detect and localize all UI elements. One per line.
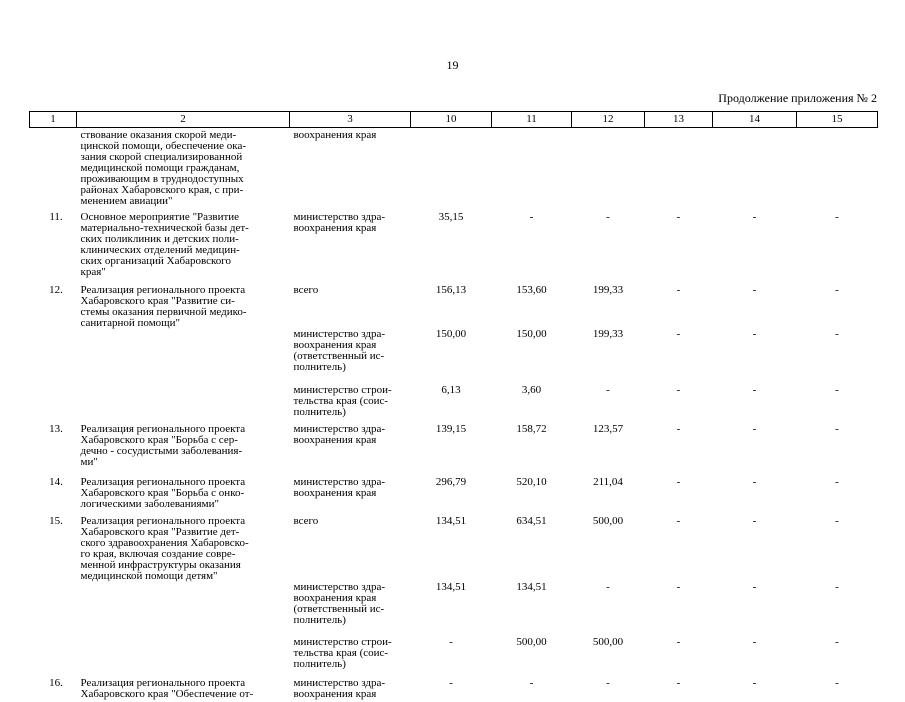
value-col-14: - — [752, 636, 757, 648]
value-col-15: - — [835, 636, 839, 648]
value-col-14: - — [752, 677, 757, 689]
row-description: Реализация регионального проекта Хабаровского края "Обеспечение от- — [80, 677, 254, 700]
row-executor: министерство здра- воохранения края (ответственный ис- полнитель) — [293, 328, 386, 373]
value-col-15: - — [835, 328, 839, 340]
value-col-14: - — [752, 284, 757, 296]
col-header-11: 11 — [492, 112, 572, 128]
row-executor: всего — [293, 515, 319, 527]
value-col-11: 134,51 — [516, 581, 547, 593]
value-col-10: 6,13 — [441, 384, 461, 396]
row-executor: министерство здра- воохранения края — [293, 211, 386, 234]
value-col-10: 156,13 — [435, 284, 467, 296]
col-header-10: 10 — [411, 112, 492, 128]
table-row — [30, 207, 878, 280]
value-col-14: - — [752, 423, 757, 435]
value-col-12: 199,33 — [592, 328, 624, 340]
value-col-13: - — [676, 636, 681, 648]
row-description: Реализация регионального проекта Хабаровского края "Развитие си- стемы оказания первичной медико- санитарной помощи" — [80, 284, 247, 329]
page-number: 19 — [446, 58, 459, 72]
table-row — [30, 329, 878, 382]
col-header-14: 14 — [713, 112, 797, 128]
value-col-11: 634,51 — [516, 515, 547, 527]
value-col-10: - — [449, 636, 453, 648]
value-col-11: 150,00 — [516, 328, 547, 340]
value-col-13: - — [676, 384, 681, 396]
value-col-14: - — [752, 384, 757, 396]
row-executor: министерство здра- воохранения края (ответственный ис- полнитель) — [293, 581, 386, 626]
value-col-12 — [572, 128, 645, 208]
value-col-15: - — [835, 581, 839, 593]
col-header-2: 2 — [77, 112, 290, 128]
value-col-12: - — [606, 581, 610, 593]
value-col-10: 134,51 — [435, 515, 467, 527]
row-description: Реализация регионального проекта Хабаровского края "Борьба с онко- логическими заболеваниями" — [80, 476, 246, 510]
value-col-11 — [492, 128, 572, 208]
col-header-15: 15 — [797, 112, 878, 128]
col-header-3: 3 — [290, 112, 411, 128]
value-col-15: - — [835, 423, 839, 435]
value-col-10 — [411, 128, 492, 208]
row-executor: министерство строи- тельства края (соис- полнитель) — [293, 384, 392, 418]
value-col-13: - — [676, 581, 681, 593]
value-col-14: - — [752, 515, 757, 527]
value-col-14: - — [752, 476, 757, 488]
value-col-10: 139,15 — [435, 423, 467, 435]
value-col-14: - — [752, 581, 757, 593]
value-col-13: - — [676, 211, 681, 223]
value-col-13: - — [676, 677, 681, 689]
value-col-11: 153,60 — [516, 284, 547, 296]
annex-label: Продолжение приложения № 2 — [718, 91, 877, 105]
value-col-15 — [797, 128, 878, 208]
value-col-12: - — [606, 211, 610, 223]
data-table — [29, 111, 878, 702]
value-col-10: - — [449, 677, 453, 689]
value-col-13 — [645, 128, 713, 208]
row-description — [77, 582, 290, 634]
table-row — [30, 419, 878, 471]
row-number: 12. — [49, 284, 63, 296]
header-row — [30, 112, 878, 128]
value-col-15: - — [835, 284, 839, 296]
row-description: ствование оказания скорой меди- цинской помощи, обеспечение ока- зания скорой специализированной медицинской помощи гражданам, проживающим в труднодоступных районах Хабаровского края, с при- менением авиации" — [80, 129, 246, 207]
value-col-12: - — [606, 384, 610, 396]
value-col-10: 134,51 — [435, 581, 467, 593]
value-col-15: - — [835, 384, 839, 396]
col-header-13: 13 — [645, 112, 713, 128]
value-col-11: - — [529, 677, 534, 689]
value-col-14: - — [752, 211, 757, 223]
row-number: 16. — [49, 677, 63, 689]
row-description: Основное мероприятие "Развитие материально-технической базы дет- ских поликлиник и детских поли- клинических отделений медицин- ских организаций Хабаровского края" — [80, 211, 249, 278]
table-row — [30, 382, 878, 419]
value-col-15: - — [835, 211, 839, 223]
value-col-12: 500,00 — [592, 636, 624, 648]
row-number: 13. — [49, 423, 63, 435]
value-col-12: 123,57 — [592, 423, 624, 435]
value-col-12: 199,33 — [592, 284, 624, 296]
table-row — [30, 582, 878, 634]
row-number — [30, 382, 77, 419]
value-col-11: 520,10 — [516, 476, 547, 488]
row-executor: министерство строи- тельства края (соис- полнитель) — [293, 636, 392, 670]
row-executor: министерство здра- воохранения края — [293, 677, 386, 700]
row-description — [77, 329, 290, 382]
value-col-11: 3,60 — [521, 384, 542, 396]
value-col-13: - — [676, 328, 681, 340]
value-col-10: 35,15 — [438, 211, 464, 223]
value-col-14 — [713, 128, 797, 208]
value-col-11: - — [529, 211, 534, 223]
row-number: 14. — [49, 476, 63, 488]
value-col-14: - — [752, 328, 757, 340]
col-header-12: 12 — [572, 112, 645, 128]
value-col-11: 158,72 — [516, 423, 547, 435]
value-col-13: - — [676, 476, 681, 488]
row-description: Реализация регионального проекта Хабаровского края "Борьба с сер- дечно - сосудистыми заболевания- ми" — [80, 423, 246, 468]
row-number — [30, 329, 77, 382]
row-number — [30, 582, 77, 634]
table-row — [30, 672, 878, 702]
value-col-12: 211,04 — [593, 476, 623, 488]
row-description: Реализация регионального проекта Хабаровского края "Развитие дет- ского здравоохранения Хабаровско- го края, включая создание совре- менной инфраструктуры оказания медицинской помощи детям" — [80, 515, 249, 582]
row-number: 11. — [49, 211, 63, 223]
row-executor: министерство здра- воохранения края — [293, 476, 386, 499]
table-row — [30, 128, 878, 208]
value-col-12: - — [606, 677, 610, 689]
value-col-13: - — [676, 284, 681, 296]
value-col-13: - — [676, 515, 681, 527]
row-executor: министерство здра- воохранения края — [293, 423, 386, 446]
value-col-10: 150,00 — [435, 328, 467, 340]
value-col-15: - — [835, 476, 839, 488]
table-row — [30, 471, 878, 510]
row-description — [77, 382, 290, 419]
table-row — [30, 510, 878, 582]
value-col-10: 296,79 — [435, 476, 467, 488]
value-col-15: - — [835, 677, 839, 689]
col-header-1: 1 — [30, 112, 77, 128]
value-col-12: 500,00 — [592, 515, 624, 527]
row-number: 15. — [49, 515, 63, 527]
value-col-11: 500,00 — [516, 636, 547, 648]
row-executor: всего — [293, 284, 319, 296]
row-executor: воохранения края — [293, 129, 377, 141]
value-col-15: - — [835, 515, 839, 527]
value-col-13: - — [676, 423, 681, 435]
row-number — [30, 128, 77, 208]
table-row — [30, 280, 878, 329]
